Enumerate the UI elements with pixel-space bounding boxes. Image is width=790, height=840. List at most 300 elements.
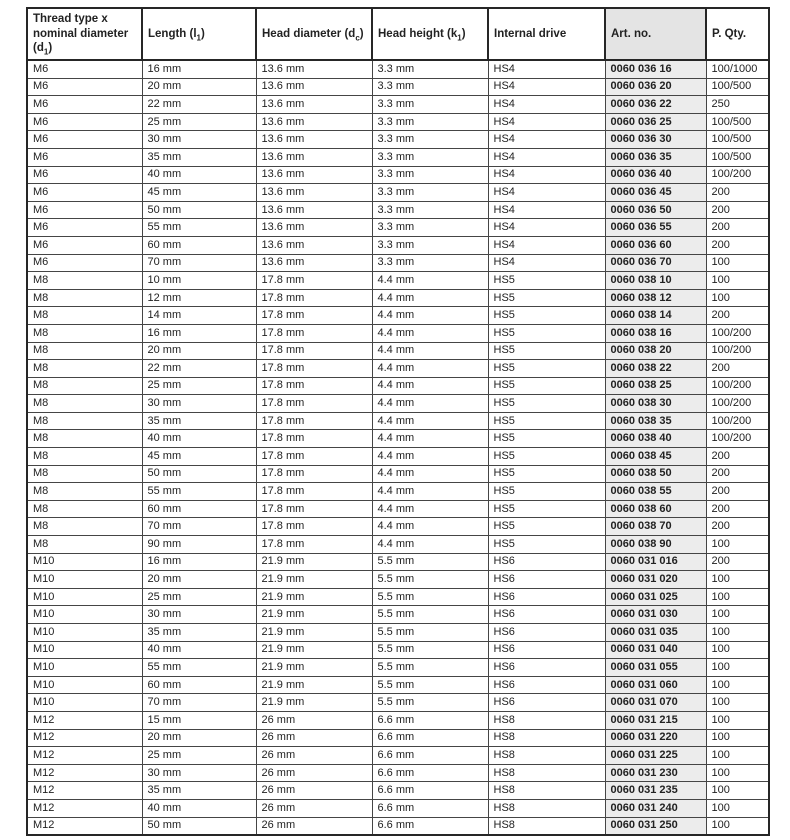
cell-art-no: 0060 038 55 bbox=[605, 483, 706, 501]
cell-art-no: 0060 031 055 bbox=[605, 659, 706, 677]
header-label-suffix: ) bbox=[359, 27, 364, 40]
cell-head-height: 4.4 mm bbox=[372, 448, 488, 466]
cell-thread-type: M10 bbox=[27, 588, 142, 606]
cell-p-qty: 100/500 bbox=[706, 148, 769, 166]
table-row bbox=[27, 78, 769, 96]
cell-length: 50 mm bbox=[142, 465, 256, 483]
table-row bbox=[27, 518, 769, 536]
cell-internal-drive: HS4 bbox=[488, 219, 605, 237]
table-row bbox=[27, 395, 769, 413]
cell-thread-type: M10 bbox=[27, 641, 142, 659]
cell-art-no: 0060 038 90 bbox=[605, 536, 706, 554]
cell-thread-type: M6 bbox=[27, 236, 142, 254]
cell-length: 30 mm bbox=[142, 131, 256, 149]
cell-head-height: 3.3 mm bbox=[372, 78, 488, 96]
cell-head-height: 3.3 mm bbox=[372, 131, 488, 149]
cell-head-diameter: 21.9 mm bbox=[256, 571, 372, 589]
cell-p-qty: 100 bbox=[706, 624, 769, 642]
cell-head-height: 6.6 mm bbox=[372, 729, 488, 747]
cell-length: 16 mm bbox=[142, 553, 256, 571]
cell-length: 40 mm bbox=[142, 430, 256, 448]
cell-length: 35 mm bbox=[142, 624, 256, 642]
cell-head-height: 4.4 mm bbox=[372, 377, 488, 395]
header-label-suffix: ) bbox=[48, 42, 53, 55]
cell-internal-drive: HS4 bbox=[488, 96, 605, 114]
cell-p-qty: 200 bbox=[706, 219, 769, 237]
column-header-head-height bbox=[372, 8, 488, 60]
cell-head-diameter: 13.6 mm bbox=[256, 131, 372, 149]
cell-head-diameter: 17.8 mm bbox=[256, 307, 372, 325]
cell-thread-type: M6 bbox=[27, 201, 142, 219]
cell-art-no: 0060 036 20 bbox=[605, 78, 706, 96]
cell-art-no: 0060 031 225 bbox=[605, 747, 706, 765]
cell-p-qty: 100 bbox=[706, 571, 769, 589]
cell-head-height: 6.6 mm bbox=[372, 711, 488, 729]
column-header-length bbox=[142, 8, 256, 60]
cell-thread-type: M8 bbox=[27, 395, 142, 413]
cell-internal-drive: HS4 bbox=[488, 254, 605, 272]
cell-art-no: 0060 036 16 bbox=[605, 60, 706, 78]
table-row bbox=[27, 536, 769, 554]
cell-internal-drive: HS8 bbox=[488, 799, 605, 817]
cell-length: 35 mm bbox=[142, 148, 256, 166]
cell-length: 55 mm bbox=[142, 483, 256, 501]
cell-art-no: 0060 031 230 bbox=[605, 764, 706, 782]
cell-p-qty: 100/500 bbox=[706, 78, 769, 96]
cell-head-height: 3.3 mm bbox=[372, 219, 488, 237]
cell-head-diameter: 17.8 mm bbox=[256, 377, 372, 395]
cell-head-height: 5.5 mm bbox=[372, 641, 488, 659]
cell-art-no: 0060 031 220 bbox=[605, 729, 706, 747]
cell-art-no: 0060 031 250 bbox=[605, 817, 706, 835]
cell-head-diameter: 13.6 mm bbox=[256, 96, 372, 114]
cell-thread-type: M10 bbox=[27, 553, 142, 571]
table-row bbox=[27, 131, 769, 149]
cell-length: 45 mm bbox=[142, 184, 256, 202]
cell-internal-drive: HS6 bbox=[488, 553, 605, 571]
cell-internal-drive: HS4 bbox=[488, 201, 605, 219]
cell-length: 10 mm bbox=[142, 272, 256, 290]
cell-internal-drive: HS5 bbox=[488, 465, 605, 483]
cell-head-diameter: 17.8 mm bbox=[256, 448, 372, 466]
cell-art-no: 0060 036 70 bbox=[605, 254, 706, 272]
cell-head-diameter: 13.6 mm bbox=[256, 219, 372, 237]
table-row bbox=[27, 465, 769, 483]
cell-length: 20 mm bbox=[142, 729, 256, 747]
cell-internal-drive: HS5 bbox=[488, 483, 605, 501]
cell-head-height: 4.4 mm bbox=[372, 518, 488, 536]
cell-length: 70 mm bbox=[142, 694, 256, 712]
cell-art-no: 0060 031 060 bbox=[605, 676, 706, 694]
cell-art-no: 0060 036 22 bbox=[605, 96, 706, 114]
cell-head-height: 3.3 mm bbox=[372, 148, 488, 166]
cell-head-diameter: 17.8 mm bbox=[256, 483, 372, 501]
table-row bbox=[27, 782, 769, 800]
cell-head-height: 6.6 mm bbox=[372, 764, 488, 782]
cell-thread-type: M8 bbox=[27, 448, 142, 466]
table-row bbox=[27, 430, 769, 448]
cell-length: 35 mm bbox=[142, 412, 256, 430]
cell-thread-type: M12 bbox=[27, 799, 142, 817]
cell-head-diameter: 21.9 mm bbox=[256, 553, 372, 571]
cell-p-qty: 100 bbox=[706, 817, 769, 835]
table-row bbox=[27, 483, 769, 501]
cell-thread-type: M6 bbox=[27, 113, 142, 131]
cell-p-qty: 200 bbox=[706, 518, 769, 536]
cell-thread-type: M8 bbox=[27, 430, 142, 448]
cell-thread-type: M8 bbox=[27, 289, 142, 307]
cell-head-height: 3.3 mm bbox=[372, 166, 488, 184]
cell-thread-type: M8 bbox=[27, 272, 142, 290]
cell-art-no: 0060 038 35 bbox=[605, 412, 706, 430]
header-row bbox=[27, 8, 769, 60]
cell-internal-drive: HS5 bbox=[488, 342, 605, 360]
cell-p-qty: 250 bbox=[706, 96, 769, 114]
table-row bbox=[27, 606, 769, 624]
cell-head-diameter: 13.6 mm bbox=[256, 184, 372, 202]
cell-length: 20 mm bbox=[142, 571, 256, 589]
cell-internal-drive: HS4 bbox=[488, 236, 605, 254]
cell-head-height: 3.3 mm bbox=[372, 184, 488, 202]
cell-art-no: 0060 038 22 bbox=[605, 360, 706, 378]
cell-p-qty: 100/200 bbox=[706, 395, 769, 413]
cell-p-qty: 100/200 bbox=[706, 324, 769, 342]
cell-thread-type: M10 bbox=[27, 676, 142, 694]
table-row bbox=[27, 96, 769, 114]
cell-thread-type: M8 bbox=[27, 377, 142, 395]
cell-length: 60 mm bbox=[142, 236, 256, 254]
cell-art-no: 0060 031 215 bbox=[605, 711, 706, 729]
cell-head-diameter: 21.9 mm bbox=[256, 606, 372, 624]
table-row bbox=[27, 254, 769, 272]
table-row bbox=[27, 747, 769, 765]
cell-head-height: 5.5 mm bbox=[372, 606, 488, 624]
cell-thread-type: M6 bbox=[27, 96, 142, 114]
table-row bbox=[27, 184, 769, 202]
cell-thread-type: M12 bbox=[27, 817, 142, 835]
cell-head-diameter: 17.8 mm bbox=[256, 289, 372, 307]
cell-head-diameter: 13.6 mm bbox=[256, 148, 372, 166]
cell-length: 55 mm bbox=[142, 659, 256, 677]
cell-p-qty: 100 bbox=[706, 588, 769, 606]
cell-thread-type: M12 bbox=[27, 764, 142, 782]
cell-art-no: 0060 031 030 bbox=[605, 606, 706, 624]
cell-art-no: 0060 031 035 bbox=[605, 624, 706, 642]
cell-head-diameter: 17.8 mm bbox=[256, 518, 372, 536]
cell-length: 45 mm bbox=[142, 448, 256, 466]
table-row bbox=[27, 553, 769, 571]
cell-head-diameter: 13.6 mm bbox=[256, 166, 372, 184]
cell-p-qty: 200 bbox=[706, 307, 769, 325]
table-row bbox=[27, 219, 769, 237]
cell-art-no: 0060 038 20 bbox=[605, 342, 706, 360]
cell-thread-type: M8 bbox=[27, 465, 142, 483]
cell-head-height: 5.5 mm bbox=[372, 624, 488, 642]
table-row bbox=[27, 412, 769, 430]
cell-art-no: 0060 036 60 bbox=[605, 236, 706, 254]
cell-internal-drive: HS8 bbox=[488, 729, 605, 747]
cell-head-height: 4.4 mm bbox=[372, 412, 488, 430]
cell-thread-type: M12 bbox=[27, 782, 142, 800]
cell-internal-drive: HS6 bbox=[488, 676, 605, 694]
cell-art-no: 0060 031 016 bbox=[605, 553, 706, 571]
cell-internal-drive: HS5 bbox=[488, 360, 605, 378]
table-row bbox=[27, 324, 769, 342]
cell-p-qty: 100 bbox=[706, 711, 769, 729]
cell-p-qty: 100/1000 bbox=[706, 60, 769, 78]
cell-thread-type: M6 bbox=[27, 166, 142, 184]
cell-p-qty: 200 bbox=[706, 465, 769, 483]
table-row bbox=[27, 166, 769, 184]
product-spec-table bbox=[26, 7, 770, 836]
cell-length: 20 mm bbox=[142, 78, 256, 96]
cell-p-qty: 100 bbox=[706, 676, 769, 694]
cell-length: 55 mm bbox=[142, 219, 256, 237]
header-subscript: 1 bbox=[43, 47, 49, 57]
cell-length: 22 mm bbox=[142, 96, 256, 114]
cell-art-no: 0060 038 16 bbox=[605, 324, 706, 342]
cell-p-qty: 100 bbox=[706, 694, 769, 712]
cell-p-qty: 100 bbox=[706, 729, 769, 747]
cell-internal-drive: HS6 bbox=[488, 571, 605, 589]
column-header-art-no bbox=[605, 8, 706, 60]
cell-thread-type: M8 bbox=[27, 324, 142, 342]
cell-p-qty: 100 bbox=[706, 254, 769, 272]
cell-art-no: 0060 038 60 bbox=[605, 500, 706, 518]
cell-art-no: 0060 038 10 bbox=[605, 272, 706, 290]
cell-art-no: 0060 036 45 bbox=[605, 184, 706, 202]
cell-head-diameter: 26 mm bbox=[256, 764, 372, 782]
cell-art-no: 0060 031 025 bbox=[605, 588, 706, 606]
cell-thread-type: M6 bbox=[27, 254, 142, 272]
cell-p-qty: 100 bbox=[706, 747, 769, 765]
cell-internal-drive: HS4 bbox=[488, 78, 605, 96]
cell-internal-drive: HS8 bbox=[488, 764, 605, 782]
cell-head-height: 3.3 mm bbox=[372, 60, 488, 78]
cell-p-qty: 200 bbox=[706, 236, 769, 254]
cell-length: 25 mm bbox=[142, 377, 256, 395]
cell-internal-drive: HS6 bbox=[488, 606, 605, 624]
cell-thread-type: M10 bbox=[27, 571, 142, 589]
table-row bbox=[27, 201, 769, 219]
cell-p-qty: 100 bbox=[706, 272, 769, 290]
cell-thread-type: M10 bbox=[27, 659, 142, 677]
cell-head-diameter: 13.6 mm bbox=[256, 236, 372, 254]
cell-length: 30 mm bbox=[142, 395, 256, 413]
cell-art-no: 0060 036 50 bbox=[605, 201, 706, 219]
cell-p-qty: 100 bbox=[706, 782, 769, 800]
cell-head-height: 3.3 mm bbox=[372, 113, 488, 131]
table-row bbox=[27, 289, 769, 307]
table-row bbox=[27, 641, 769, 659]
cell-head-diameter: 17.8 mm bbox=[256, 395, 372, 413]
cell-p-qty: 100 bbox=[706, 289, 769, 307]
column-header-thread-type bbox=[27, 8, 142, 60]
cell-internal-drive: HS4 bbox=[488, 184, 605, 202]
cell-art-no: 0060 031 235 bbox=[605, 782, 706, 800]
cell-internal-drive: HS5 bbox=[488, 307, 605, 325]
cell-thread-type: M8 bbox=[27, 342, 142, 360]
cell-art-no: 0060 036 25 bbox=[605, 113, 706, 131]
cell-length: 25 mm bbox=[142, 588, 256, 606]
cell-length: 30 mm bbox=[142, 764, 256, 782]
cell-length: 25 mm bbox=[142, 113, 256, 131]
header-label: Head diameter (d bbox=[262, 27, 356, 40]
cell-length: 40 mm bbox=[142, 641, 256, 659]
cell-head-diameter: 26 mm bbox=[256, 799, 372, 817]
cell-p-qty: 100/200 bbox=[706, 342, 769, 360]
cell-p-qty: 200 bbox=[706, 184, 769, 202]
cell-art-no: 0060 038 40 bbox=[605, 430, 706, 448]
cell-length: 25 mm bbox=[142, 747, 256, 765]
cell-internal-drive: HS6 bbox=[488, 659, 605, 677]
cell-head-diameter: 17.8 mm bbox=[256, 536, 372, 554]
header-label: Head height (k bbox=[378, 27, 458, 40]
cell-head-height: 4.4 mm bbox=[372, 483, 488, 501]
cell-art-no: 0060 038 14 bbox=[605, 307, 706, 325]
cell-p-qty: 100 bbox=[706, 659, 769, 677]
cell-length: 35 mm bbox=[142, 782, 256, 800]
table-row bbox=[27, 588, 769, 606]
cell-internal-drive: HS4 bbox=[488, 166, 605, 184]
cell-head-height: 5.5 mm bbox=[372, 659, 488, 677]
cell-head-diameter: 17.8 mm bbox=[256, 465, 372, 483]
cell-head-diameter: 17.8 mm bbox=[256, 324, 372, 342]
cell-length: 70 mm bbox=[142, 518, 256, 536]
table-row bbox=[27, 60, 769, 78]
cell-p-qty: 200 bbox=[706, 360, 769, 378]
cell-thread-type: M8 bbox=[27, 483, 142, 501]
cell-thread-type: M8 bbox=[27, 518, 142, 536]
cell-thread-type: M6 bbox=[27, 219, 142, 237]
cell-thread-type: M10 bbox=[27, 606, 142, 624]
table-row bbox=[27, 307, 769, 325]
cell-art-no: 0060 038 25 bbox=[605, 377, 706, 395]
cell-length: 50 mm bbox=[142, 817, 256, 835]
cell-p-qty: 100/200 bbox=[706, 412, 769, 430]
cell-length: 70 mm bbox=[142, 254, 256, 272]
cell-head-height: 3.3 mm bbox=[372, 96, 488, 114]
cell-art-no: 0060 031 070 bbox=[605, 694, 706, 712]
cell-head-diameter: 26 mm bbox=[256, 729, 372, 747]
cell-length: 20 mm bbox=[142, 342, 256, 360]
cell-head-height: 4.4 mm bbox=[372, 395, 488, 413]
cell-internal-drive: HS8 bbox=[488, 711, 605, 729]
table-row bbox=[27, 729, 769, 747]
cell-art-no: 0060 031 240 bbox=[605, 799, 706, 817]
cell-head-height: 4.4 mm bbox=[372, 500, 488, 518]
cell-length: 15 mm bbox=[142, 711, 256, 729]
table-row bbox=[27, 799, 769, 817]
cell-internal-drive: HS5 bbox=[488, 289, 605, 307]
cell-p-qty: 200 bbox=[706, 448, 769, 466]
cell-internal-drive: HS5 bbox=[488, 395, 605, 413]
cell-head-diameter: 17.8 mm bbox=[256, 272, 372, 290]
header-subscript: 1 bbox=[196, 33, 201, 43]
table-row bbox=[27, 236, 769, 254]
cell-thread-type: M8 bbox=[27, 360, 142, 378]
header-label: Thread type x nominal diameter (d bbox=[33, 13, 129, 55]
table-body bbox=[27, 60, 769, 835]
column-header-internal-drive bbox=[488, 8, 605, 60]
cell-thread-type: M12 bbox=[27, 729, 142, 747]
cell-internal-drive: HS8 bbox=[488, 817, 605, 835]
cell-head-height: 4.4 mm bbox=[372, 272, 488, 290]
cell-internal-drive: HS4 bbox=[488, 148, 605, 166]
cell-head-height: 6.6 mm bbox=[372, 799, 488, 817]
cell-art-no: 0060 038 30 bbox=[605, 395, 706, 413]
cell-head-height: 6.6 mm bbox=[372, 747, 488, 765]
cell-art-no: 0060 038 12 bbox=[605, 289, 706, 307]
cell-p-qty: 100/200 bbox=[706, 430, 769, 448]
cell-internal-drive: HS5 bbox=[488, 430, 605, 448]
table-row bbox=[27, 711, 769, 729]
cell-head-height: 4.4 mm bbox=[372, 430, 488, 448]
header-label: Internal drive bbox=[494, 27, 567, 40]
cell-art-no: 0060 038 45 bbox=[605, 448, 706, 466]
column-header-head-diameter bbox=[256, 8, 372, 60]
cell-internal-drive: HS6 bbox=[488, 641, 605, 659]
table-header bbox=[27, 8, 769, 60]
cell-length: 14 mm bbox=[142, 307, 256, 325]
cell-head-diameter: 13.6 mm bbox=[256, 78, 372, 96]
table-row bbox=[27, 342, 769, 360]
table-row bbox=[27, 448, 769, 466]
cell-head-height: 6.6 mm bbox=[372, 782, 488, 800]
cell-head-height: 5.5 mm bbox=[372, 588, 488, 606]
cell-head-height: 3.3 mm bbox=[372, 254, 488, 272]
table-row bbox=[27, 571, 769, 589]
cell-head-diameter: 26 mm bbox=[256, 711, 372, 729]
cell-head-diameter: 17.8 mm bbox=[256, 412, 372, 430]
cell-head-diameter: 21.9 mm bbox=[256, 659, 372, 677]
cell-internal-drive: HS4 bbox=[488, 60, 605, 78]
cell-head-diameter: 17.8 mm bbox=[256, 430, 372, 448]
cell-head-height: 5.5 mm bbox=[372, 694, 488, 712]
cell-head-diameter: 13.6 mm bbox=[256, 254, 372, 272]
cell-length: 22 mm bbox=[142, 360, 256, 378]
cell-head-height: 3.3 mm bbox=[372, 236, 488, 254]
table-row bbox=[27, 272, 769, 290]
cell-internal-drive: HS6 bbox=[488, 694, 605, 712]
cell-head-height: 4.4 mm bbox=[372, 289, 488, 307]
cell-head-diameter: 17.8 mm bbox=[256, 342, 372, 360]
table-row bbox=[27, 377, 769, 395]
cell-thread-type: M12 bbox=[27, 747, 142, 765]
cell-head-diameter: 13.6 mm bbox=[256, 201, 372, 219]
cell-head-height: 5.5 mm bbox=[372, 553, 488, 571]
column-header-p-qty bbox=[706, 8, 769, 60]
cell-length: 60 mm bbox=[142, 500, 256, 518]
cell-p-qty: 200 bbox=[706, 553, 769, 571]
cell-length: 40 mm bbox=[142, 799, 256, 817]
cell-head-height: 4.4 mm bbox=[372, 307, 488, 325]
cell-art-no: 0060 031 040 bbox=[605, 641, 706, 659]
cell-art-no: 0060 038 50 bbox=[605, 465, 706, 483]
cell-p-qty: 100 bbox=[706, 536, 769, 554]
header-label-suffix: ) bbox=[201, 27, 205, 40]
cell-length: 50 mm bbox=[142, 201, 256, 219]
cell-p-qty: 200 bbox=[706, 483, 769, 501]
cell-thread-type: M6 bbox=[27, 78, 142, 96]
cell-length: 90 mm bbox=[142, 536, 256, 554]
cell-head-height: 4.4 mm bbox=[372, 342, 488, 360]
header-label: Length (l bbox=[148, 27, 197, 40]
cell-thread-type: M8 bbox=[27, 307, 142, 325]
cell-head-diameter: 26 mm bbox=[256, 747, 372, 765]
cell-length: 12 mm bbox=[142, 289, 256, 307]
cell-head-height: 4.4 mm bbox=[372, 324, 488, 342]
